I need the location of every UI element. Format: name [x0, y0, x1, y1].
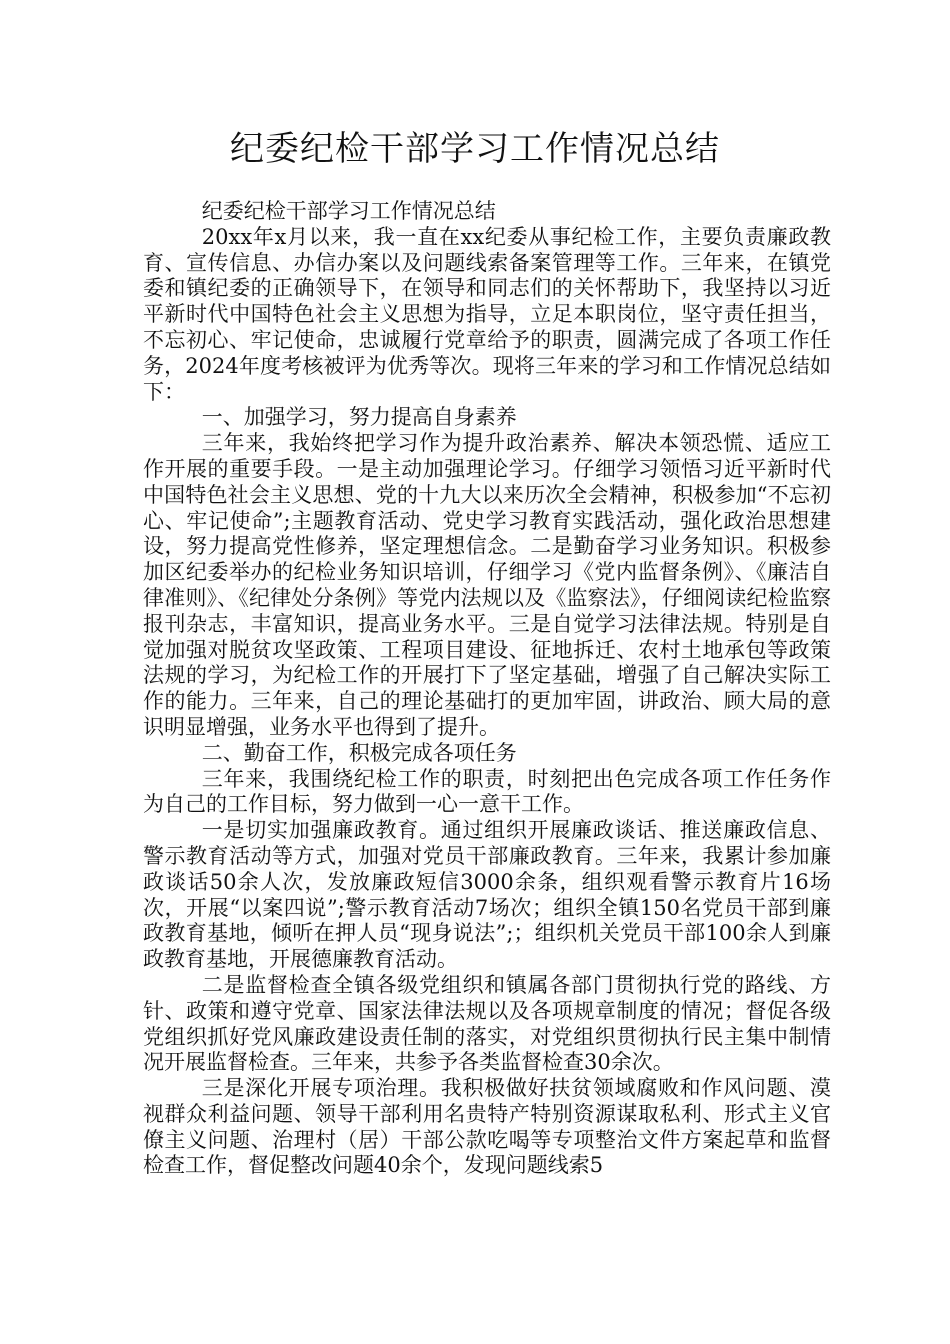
body-paragraph: 20xx年x月以来，我一直在xx纪委从事纪检工作，主要负责廉政教育、宣传信息、办信办案以及问题线索备案管理等工作。三年来，在镇党委和镇纪委的正确领导下，在领导和同志们的关怀帮助下，我坚持以习近平新时代中国特色社会主义思想为指导，立足本职岗位，坚守责任担当，不忘初心、牢记使命，忠诚履行党章给予的职责，圆满完成了各项工作任务，2024年度考核被评为优秀等次。现将三年来的学习和工作情况总结如下： — [143, 224, 831, 404]
section-heading: 一、加强学习，努力提高自身素养 — [201, 405, 517, 430]
body-paragraph: 二是监督检查全镇各级党组织和镇属各部门贯彻执行党的路线、方针、政策和遵守党章、国家法律法规以及各项规章制度的情况；督促各级党组织抓好党风廉政建设责任制的落实，对党组织贯彻执行民主集中制情况开展监督检查。三年来，共参予各类监督检查30余次。 — [143, 972, 831, 1075]
document-body — [143, 199, 831, 1179]
body-paragraph: 三是深化开展专项治理。我积极做好扶贫领域腐败和作风问题、漠视群众利益问题、领导干部利用名贵特产特别资源谋取私利、形式主义官僚主义问题、治理村（居）干部公款吃喝等专项整治文件方案起草和监督检查工作，督促整改问题40余个，发现问题线索5 — [143, 1076, 831, 1178]
body-paragraph: 三年来，我始终把学习作为提升政治素养、解决本领恐慌、适应工作开展的重要手段。一是主动加强理论学习。仔细学习领悟习近平新时代中国特色社会主义思想、党的十九大以来历次全会精神，积极参加“不忘初心、牢记使命”;主题教育活动、党史学习教育实践活动，强化政治思想建设，努力提高党性修养，坚定理想信念。二是勤奋学习业务知识。积极参加区纪委举办的纪检业务知识培训，仔细学习《党内监督条例》、《廉洁自律准则》、《纪律处分条例》等党内法规以及《监察法》，仔细阅读纪检监察报刊杂志，丰富知识，提高业务水平。三是自觉学习法律法规。特别是自觉加强对脱贫攻坚政策、工程项目建设、征地拆迁、农村土地承包等政策法规的学习，为纪检工作的开展打下了坚定基础，增强了自己解决实际工作的能力。三年来，自己的理论基础打的更加牢固，讲政治、顾大局的意识明显增强，业务水平也得到了提升。 — [143, 431, 831, 739]
body-paragraph: 一是切实加强廉政教育。通过组织开展廉政谈话、推送廉政信息、警示教育活动等方式，加强对党员干部廉政教育。三年来，我累计参加廉政谈话50余人次，发放廉政短信3000余条，组织观看警示教育片16场次，开展“以案四说”;警示教育活动7场次；组织全镇150名党员干部到廉政教育基地，倾听在押人员“现身说法”;；组织机关党员干部100余人到廉政教育基地，开展德廉教育活动。 — [143, 818, 831, 972]
document-title: 纪委纪检干部学习工作情况总结 — [230, 129, 720, 169]
body-paragraph: 纪委纪检干部学习工作情况总结 — [201, 199, 496, 223]
section-heading: 二、勤奋工作，积极完成各项任务 — [201, 740, 517, 765]
body-paragraph: 三年来，我围绕纪检工作的职责，时刻把出色完成各项工作任务作为自己的工作目标，努力做到一心一意干工作。 — [143, 766, 831, 817]
